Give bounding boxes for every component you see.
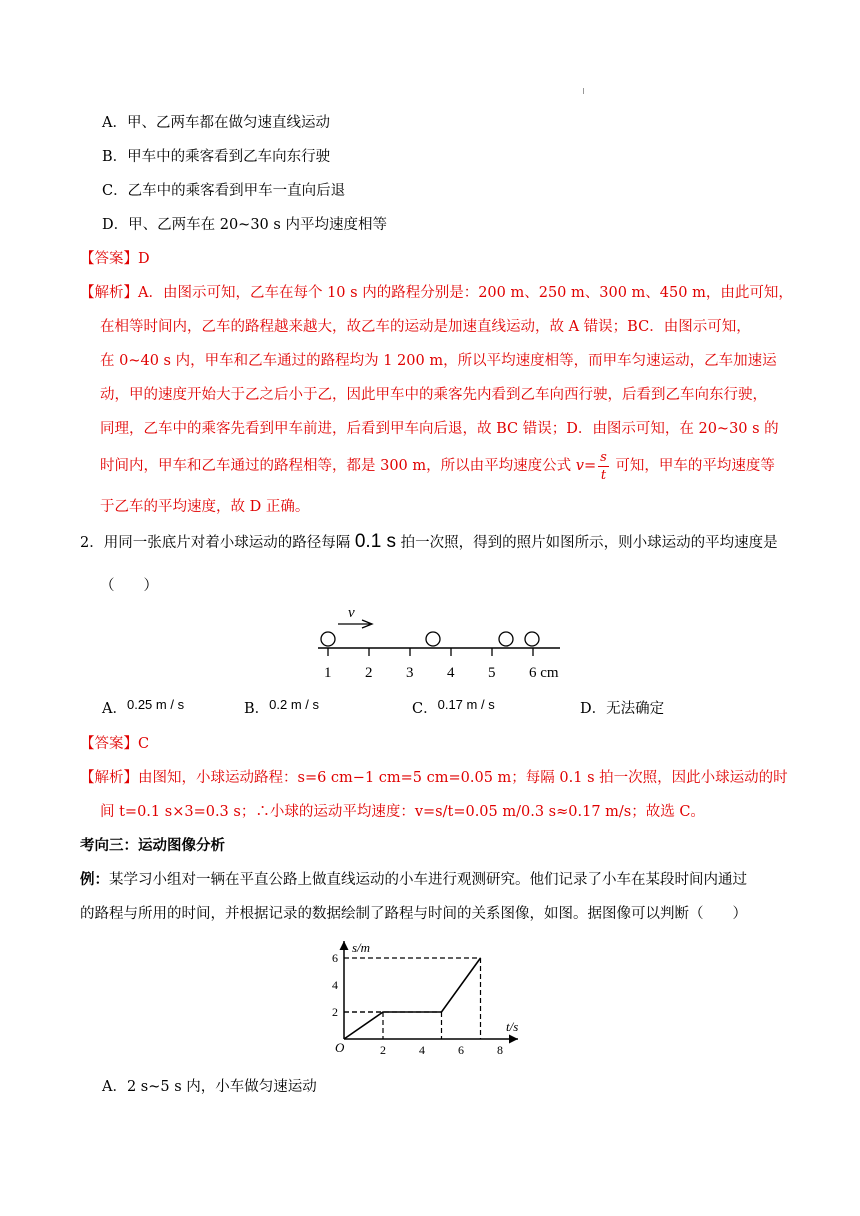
q1-analysis-formula-line xyxy=(100,443,775,489)
ball-position-3 xyxy=(499,632,513,646)
q1-option-c: C．乙车中的乘客看到甲车一直向后退 xyxy=(102,183,346,199)
q2-interval: 0.1 s xyxy=(354,531,397,552)
graph-ylabel: s/m xyxy=(352,940,371,955)
q1-answer: 【答案】D xyxy=(80,251,150,267)
tick-label-6: 6 cm xyxy=(529,665,559,680)
x-tick-6: 6 xyxy=(458,1043,464,1057)
header-mark xyxy=(583,88,584,94)
formula-numerator: s xyxy=(600,449,607,465)
q1-analysis-line-5: 同理，乙车中的乘客先看到甲车前进，后看到甲车向后退，故 BC 错误；D．由图示可知，在 20~30 s 的 xyxy=(100,421,779,437)
x-tick-2: 2 xyxy=(380,1043,386,1057)
x-tick-8: 8 xyxy=(497,1043,503,1057)
q1-analysis-line-1: 【解析】A．由图示可知，乙车在每个 10 s 内的路程分别是：200 m、250 m、300 m、450 m，由此可知， xyxy=(80,285,793,301)
formula-fraction xyxy=(598,451,609,482)
q2-stem-pre: 2．用同一张底片对着小球运动的路径每隔 xyxy=(80,535,355,551)
q1-analysis-line-2: 在相等时间内，乙车的路程越来越大，故乙车的运动是加速直线运动，故 A 错误；BC．由图示可知， xyxy=(100,319,751,335)
graph-origin: O xyxy=(335,1040,345,1055)
q2-option-a: A．0.25 m / s xyxy=(102,697,185,717)
formula-post-text: 可知，甲车的平均速度等 xyxy=(610,458,775,474)
tick-label-1: 1 xyxy=(324,665,332,680)
q1-option-b: B．甲车中的乘客看到乙车向东行驶 xyxy=(102,149,331,165)
q2-ball-figure xyxy=(310,600,570,680)
example-label: 例： xyxy=(80,871,109,888)
ball-position-2 xyxy=(426,632,440,646)
section-heading: 考向三：运动图像分析 xyxy=(80,837,225,854)
graph-xlabel: t/s xyxy=(506,1019,519,1034)
q1-analysis-line-4: 动，甲的速度开始大于乙之后小于乙，因此甲车中的乘客先内看到乙车向西行驶，后看到乙车向东行驶， xyxy=(100,387,767,403)
q2-analysis-line-1: 【解析】由图知，小球运动路程：s=6 cm−1 cm=5 cm=0.05 m；每隔 0.1 s 拍一次照，因此小球运动的时 xyxy=(80,770,788,786)
ball-position-1 xyxy=(321,632,335,646)
y-tick-4: 4 xyxy=(332,978,338,992)
q1-option-d: D．甲、乙两车在 20~30 s 内平均速度相等 xyxy=(102,217,387,233)
q2-option-d: D．无法确定 xyxy=(580,701,665,717)
tick-label-5: 5 xyxy=(488,665,496,680)
y-tick-6: 6 xyxy=(332,951,338,965)
graph-ticks xyxy=(332,951,503,1057)
ball-position-4 xyxy=(525,632,539,646)
q1-analysis-line-3: 在 0~40 s 内，甲车和乙车通过的路程均为 1 200 m，所以平均速度相等，而甲车匀速运动，乙车加速运 xyxy=(100,353,777,369)
graph-guide-lines xyxy=(344,958,481,1039)
q1-analysis-last-line: 于乙车的平均速度，故 D 正确。 xyxy=(100,499,310,515)
q2-option-c: C．0.17 m / s xyxy=(412,697,495,717)
velocity-label: v xyxy=(348,605,355,621)
q2-option-b: B．0.2 m / s xyxy=(244,697,320,717)
q2-blank: （ ） xyxy=(100,578,158,594)
q2-answer: 【答案】C xyxy=(80,736,150,752)
q2-stem-post: 拍一次照，得到的照片如图所示，则小球运动的平均速度是 xyxy=(396,535,778,551)
st-graph xyxy=(322,935,522,1075)
formula-denominator: t xyxy=(600,467,607,483)
tick-label-4: 4 xyxy=(447,665,455,680)
section3-option-a: A．2 s~5 s 内，小车做匀速运动 xyxy=(102,1079,317,1095)
graph-series-line xyxy=(344,958,481,1039)
q2-analysis-line-2: 间 t=0.1 s×3=0.3 s；∴小球的运动平均速度：v=s/t=0.05 m/0.3 s≈0.17 m/s；故选 C。 xyxy=(100,804,705,820)
example-text-1: 某学习小组对一辆在平直公路上做直线运动的小车进行观测研究。他们记录了小车在某段时间内通过 xyxy=(109,872,747,888)
ruler-ticks xyxy=(328,648,533,656)
tick-label-2: 2 xyxy=(365,665,373,680)
y-tick-2: 2 xyxy=(332,1005,338,1019)
q1-option-a: A．甲、乙两车都在做匀速直线运动 xyxy=(102,115,330,131)
x-tick-4: 4 xyxy=(419,1043,425,1057)
example-line-1 xyxy=(80,868,747,889)
formula-v: v= xyxy=(575,458,597,474)
formula-pre-text: 时间内，甲车和乙车通过的路程相等，都是 300 m，所以由平均速度公式 xyxy=(100,458,576,474)
q2-stem xyxy=(80,531,778,553)
example-line-2: 的路程与所用的时间，并根据记录的数据绘制了路程与时间的关系图像，如图。据图像可以判断（ ） xyxy=(80,906,747,922)
tick-label-3: 3 xyxy=(406,665,414,680)
